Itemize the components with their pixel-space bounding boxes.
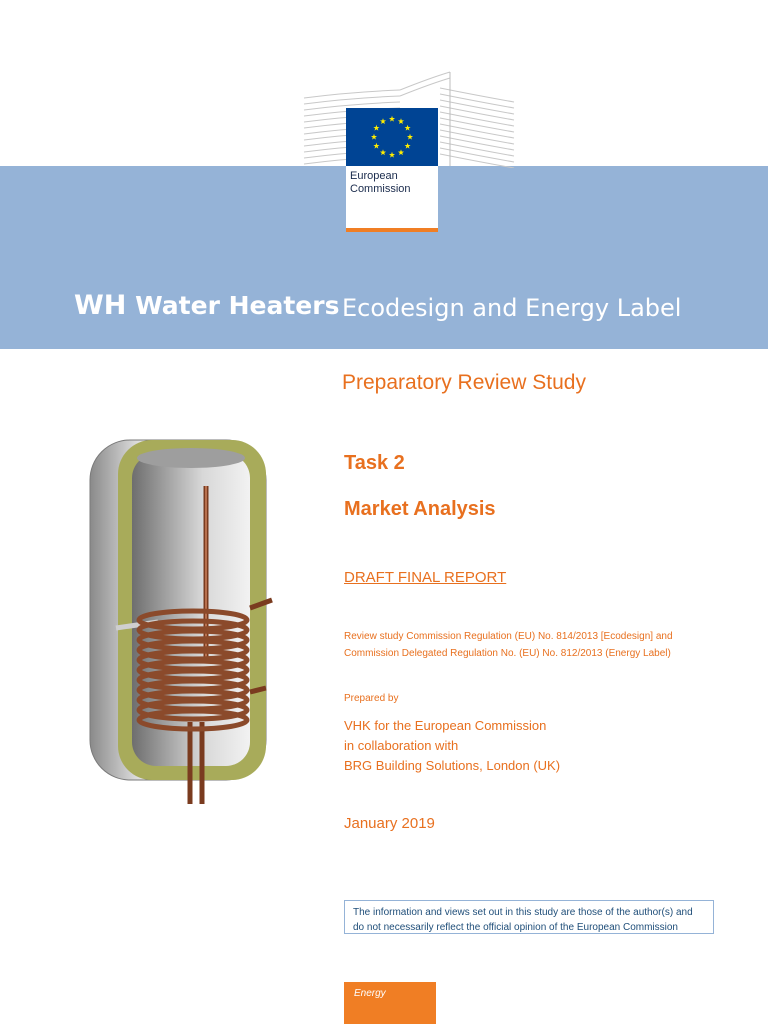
- eu-star-icon: [380, 118, 386, 124]
- ec-logo-text: [350, 170, 411, 196]
- eu-star-icon: [373, 143, 379, 149]
- report-date: January 2019: [344, 815, 435, 832]
- eu-stars-icon: [346, 108, 438, 166]
- eu-star-icon: [398, 118, 404, 124]
- authors: VHK for the European Commission in collaboration with BRG Building Solutions, London (UK): [344, 718, 561, 773]
- title-subtitle: Ecodesign and Energy Label: [342, 294, 682, 322]
- eu-star-icon: [405, 143, 411, 149]
- title-main: Water Heaters: [135, 291, 340, 320]
- eu-star-icon: [407, 134, 413, 140]
- eu-flag: [346, 108, 438, 166]
- ec-logo-line1: European: [350, 170, 398, 182]
- eu-star-icon: [389, 152, 395, 158]
- eu-star-icon: [405, 125, 411, 131]
- page-title: [74, 290, 682, 322]
- eu-star-icon: [373, 125, 379, 131]
- prepared-by-label: Prepared by: [344, 693, 399, 704]
- eu-star-icon: [371, 134, 377, 140]
- task-title: Market Analysis: [344, 498, 496, 520]
- eu-star-icon: [380, 149, 386, 155]
- eu-star-icon: [389, 116, 395, 122]
- task-number: Task 2: [344, 452, 405, 474]
- disclaimer-box: The information and views set out in this study are those of the author(s) and do not necessarily reflect the official opinion of the European Commission: [344, 900, 714, 934]
- ec-logo-line2: Commission: [350, 183, 411, 195]
- study-type: Preparatory Review Study: [342, 371, 586, 394]
- regulation-scope: Review study Commission Regulation (EU) No. 814/2013 [Ecodesign] and Commission Delegated Regulation No. (EU) No. 812/2013 (Energy Label): [344, 631, 673, 659]
- report-status: DRAFT FINAL REPORT: [344, 569, 507, 586]
- title-abbreviation: WH: [74, 290, 127, 321]
- water-heater-illustration: [80, 432, 280, 812]
- ec-emblem: [346, 108, 438, 232]
- eu-star-icon: [398, 149, 404, 155]
- ec-logo-accent-line: [346, 228, 438, 232]
- energy-tag: Energy: [344, 982, 436, 1024]
- european-commission-logo: [300, 68, 516, 208]
